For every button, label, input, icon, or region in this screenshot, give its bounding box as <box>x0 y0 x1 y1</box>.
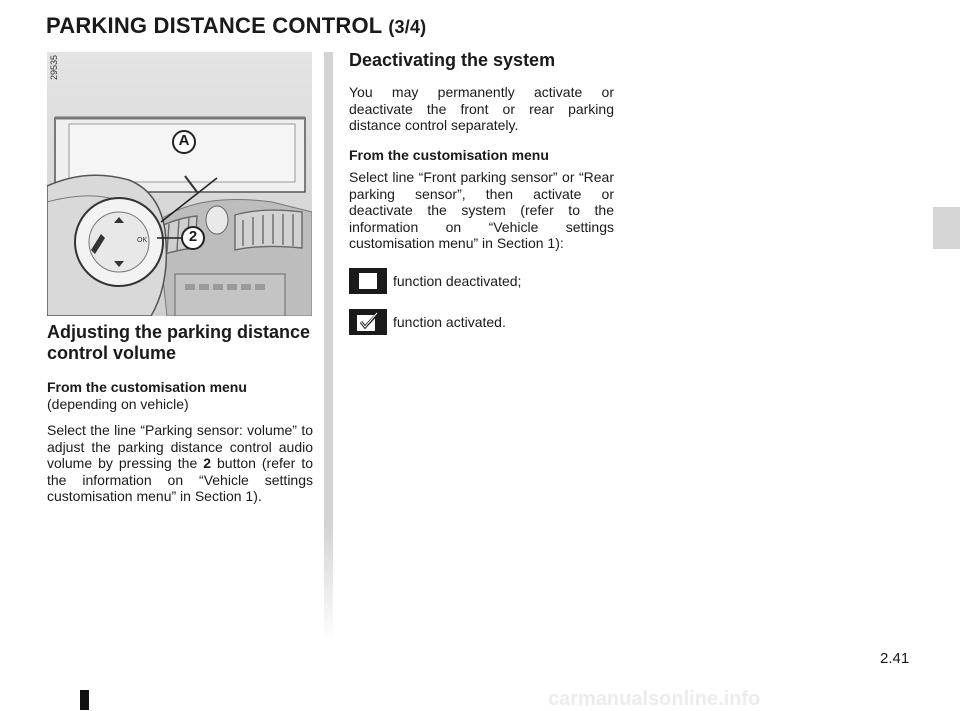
page-part: (3/4) <box>388 17 427 37</box>
page-title-text: PARKING DISTANCE CONTROL <box>46 13 383 38</box>
function-activated-text: function activated. <box>393 313 506 330</box>
volume-body-before: Select the line “Parking sensor: volume” to adjust the parking distance control audio volume by pressing the <box>47 422 313 471</box>
page-number: 2.41 <box>880 650 910 667</box>
volume-subheading-text: From the customisation menu <box>47 379 247 395</box>
volume-body <box>47 422 313 505</box>
deactivating-body: Select line “Front parking sensor” or “Rear parking sensor”, then activate or deactivate the system (refer to the information on “Vehicle settings customisation menu” in Section 1): <box>349 169 614 251</box>
deactivating-heading: Deactivating the system <box>349 50 556 70</box>
corner-marker <box>80 690 89 710</box>
volume-heading: Adjusting the parking distance control volume <box>47 322 311 363</box>
right-column <box>349 50 614 350</box>
watermark: carmanualsonline.info <box>548 688 761 710</box>
callout-a: A <box>178 132 190 149</box>
deactivating-subheading: From the customisation menu <box>349 146 549 163</box>
volume-subheading <box>47 379 313 412</box>
volume-subheading-note: (depending on vehicle) <box>47 395 189 412</box>
callout-2: 2 <box>188 228 198 245</box>
checkbox-empty-icon <box>349 268 387 294</box>
section-tab <box>933 207 960 249</box>
checkbox-checked-icon <box>349 309 387 335</box>
left-column <box>47 322 313 505</box>
volume-body-button: 2 <box>203 455 212 471</box>
figure-code: 29535 <box>49 54 59 80</box>
ok-label: OK <box>137 237 148 244</box>
function-deactivated-text: function deactivated; <box>393 272 522 289</box>
deactivating-intro: You may permanently activate or deactivate the front or rear parking distance control separately. <box>349 84 614 133</box>
volume-body-after: button (refer to the information on “Vehicle settings customisation menu” in Section 1). <box>47 455 314 504</box>
function-deactivated-row <box>349 268 614 294</box>
function-activated-row <box>349 309 614 335</box>
dashboard-illustration <box>47 52 312 316</box>
page-title <box>46 13 426 39</box>
column-divider <box>324 52 333 642</box>
